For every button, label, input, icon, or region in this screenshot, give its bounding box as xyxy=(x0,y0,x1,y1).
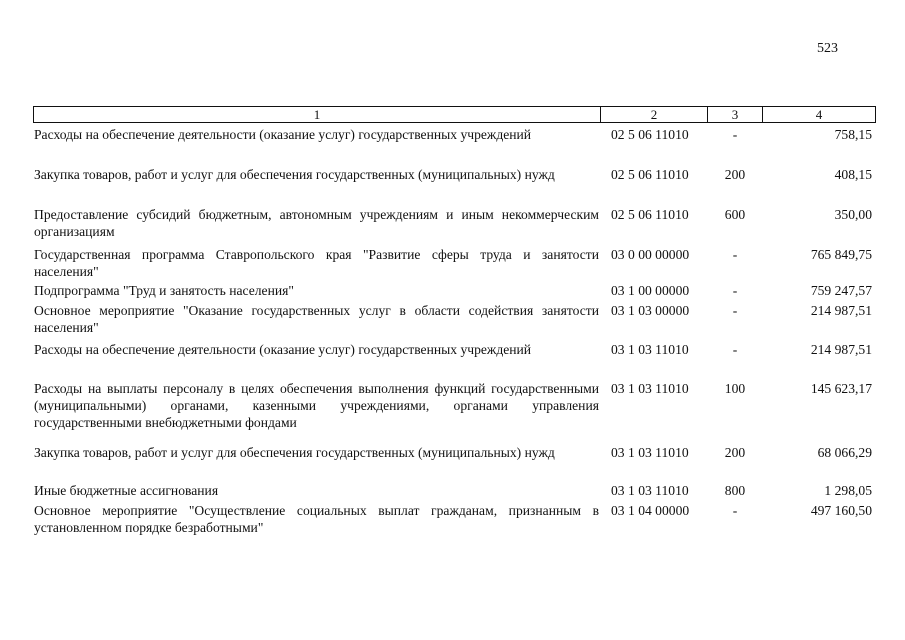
row-vr: - xyxy=(732,503,738,518)
row-code: 03 1 00 00000 xyxy=(611,283,690,298)
page-number: 523 xyxy=(817,41,838,56)
row-amount: 408,15 xyxy=(834,167,872,182)
row-amount: 765 849,75 xyxy=(810,247,872,262)
row-amount: 145 623,17 xyxy=(810,381,872,396)
row-vr: - xyxy=(732,283,738,298)
row-vr: - xyxy=(732,247,738,262)
row-code: 03 1 03 11010 xyxy=(611,342,689,357)
row-vr: 600 xyxy=(724,207,746,222)
row-name: Государственная программа Ставропольского края "Развитие сферы труда и занятости населения" xyxy=(34,247,599,279)
row-name: Закупка товаров, работ и услуг для обеспечения государственных (муниципальных) нужд xyxy=(34,167,555,182)
row-name: Подпрограмма "Труд и занятость населения" xyxy=(34,283,294,298)
row-vr: 200 xyxy=(724,167,746,182)
row-amount: 1 298,05 xyxy=(824,483,872,498)
row-name: Предоставление субсидий бюджетным, автономным учреждениям и иным некоммерческим организациям xyxy=(34,207,599,239)
header-col-1: 1 xyxy=(34,107,601,122)
row-code: 03 1 03 11010 xyxy=(611,483,689,498)
row-amount: 759 247,57 xyxy=(810,283,872,298)
row-code: 02 5 06 11010 xyxy=(611,207,689,222)
row-vr: - xyxy=(732,127,738,142)
header-col-4: 4 xyxy=(815,107,823,122)
row-vr: - xyxy=(732,303,738,318)
row-vr: 100 xyxy=(724,381,746,396)
row-code: 03 1 03 00000 xyxy=(611,303,690,318)
row-name: Расходы на выплаты персоналу в целях обеспечения выполнения функций государственными (муниципальными) органами, казенными учреждениями, органами управления государственными внебюджетными фондами xyxy=(34,381,599,430)
row-code: 03 1 03 11010 xyxy=(611,381,689,396)
row-name: Расходы на обеспечение деятельности (оказание услуг) государственных учреждений xyxy=(34,127,532,142)
header-col-2: 2 xyxy=(601,107,708,122)
row-code: 02 5 06 11010 xyxy=(611,167,689,182)
row-name: Основное мероприятие "Осуществление социальных выплат гражданам, признанным в установленном порядке безработными" xyxy=(34,503,599,535)
row-code: 03 1 04 00000 xyxy=(611,503,690,518)
row-amount: 214 987,51 xyxy=(810,342,872,357)
row-name: Закупка товаров, работ и услуг для обеспечения государственных (муниципальных) нужд xyxy=(34,445,555,460)
row-vr: - xyxy=(732,342,738,357)
row-code: 03 1 03 11010 xyxy=(611,445,689,460)
row-vr: 200 xyxy=(724,445,746,460)
row-code: 02 5 06 11010 xyxy=(611,127,689,142)
row-amount: 758,15 xyxy=(834,127,872,142)
row-amount: 68 066,29 xyxy=(817,445,872,460)
row-name: Расходы на обеспечение деятельности (оказание услуг) государственных учреждений xyxy=(34,342,532,357)
row-name: Основное мероприятие "Оказание государственных услуг в области содействия занятости населения" xyxy=(34,303,599,335)
header-col-3: 3 xyxy=(708,107,763,122)
row-vr: 800 xyxy=(724,483,746,498)
row-amount: 350,00 xyxy=(834,207,872,222)
row-amount: 214 987,51 xyxy=(810,303,872,318)
row-code: 03 0 00 00000 xyxy=(611,247,690,262)
table-header xyxy=(33,106,876,123)
row-name: Иные бюджетные ассигнования xyxy=(34,483,219,498)
row-amount: 497 160,50 xyxy=(810,503,872,518)
